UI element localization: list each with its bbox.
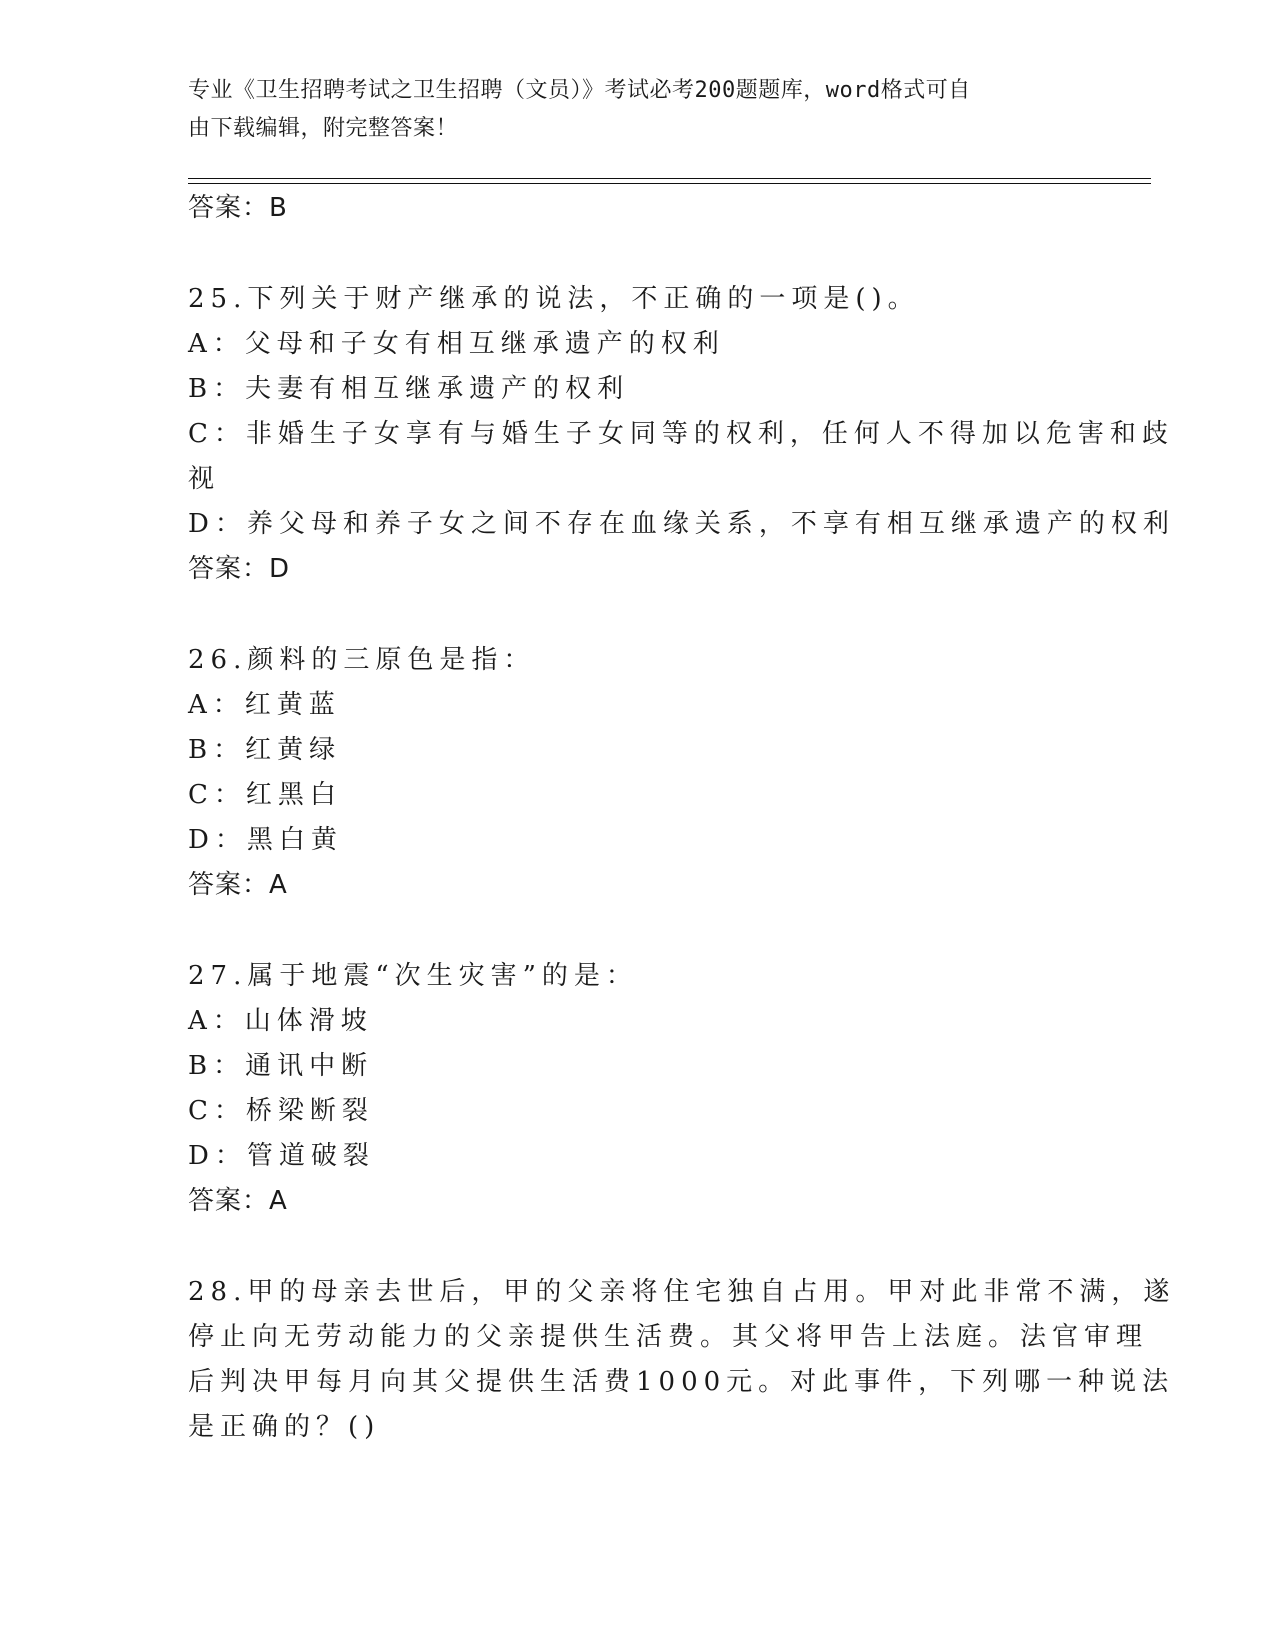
option-b: B：夫妻有相互继承遗产的权利 <box>188 374 630 404</box>
header-rule-bottom <box>188 183 1151 184</box>
option-a: A：红黄蓝 <box>188 690 341 720</box>
option-b: B：通讯中断 <box>188 1051 374 1081</box>
question-27 <box>188 954 1088 1224</box>
question-26 <box>188 638 1088 908</box>
option-b: B：红黄绿 <box>188 735 342 765</box>
question-stem-line-2: 停止向无劳动能力的父亲提供生活费。其父将甲告上法庭。法官审理 <box>188 1322 1149 1352</box>
question-stem-line-3: 后判决甲每月向其父提供生活费1000元。对此事件，下列哪一种说法 <box>188 1367 1175 1397</box>
header-line-2: 由下载编辑，附完整答案！ <box>188 116 459 141</box>
option-c-continued: 视 <box>188 464 221 494</box>
spacer <box>188 908 1088 954</box>
option-c: C：桥梁断裂 <box>188 1096 374 1126</box>
answer: 答案：A <box>188 870 288 900</box>
option-d: D：管道破裂 <box>188 1141 375 1171</box>
answer-previous: 答案：B <box>188 193 288 223</box>
spacer <box>188 1224 1088 1270</box>
document-header <box>188 72 1068 148</box>
option-a: A：山体滑坡 <box>188 1006 373 1036</box>
header-line-1: 专业《卫生招聘考试之卫生招聘（文员）》考试必考200题题库，word格式可自 <box>188 78 971 103</box>
question-25 <box>188 277 1175 592</box>
question-28 <box>188 1270 1176 1450</box>
question-stem: 27.属于地震“次生灾害”的是： <box>188 961 638 991</box>
option-c: C：红黑白 <box>188 780 342 810</box>
option-a: A：父母和子女有相互继承遗产的权利 <box>188 329 725 359</box>
spacer <box>188 231 1088 277</box>
question-stem: 26.颜料的三原色是指： <box>188 645 536 675</box>
question-stem-line-1: 28.甲的母亲去世后，甲的父亲将住宅独自占用。甲对此非常不满，遂 <box>188 1277 1176 1307</box>
header-rule-top <box>188 178 1151 179</box>
question-stem: 25.下列关于财产继承的说法，不正确的一项是()。 <box>188 284 920 314</box>
spacer <box>188 592 1088 638</box>
option-d: D：养父母和养子女之间不存在血缘关系，不享有相互继承遗产的权利 <box>188 509 1175 539</box>
option-d: D：黑白黄 <box>188 825 343 855</box>
option-c: C：非婚生子女享有与婚生子女同等的权利，任何人不得加以危害和歧 <box>188 419 1174 449</box>
document-body <box>188 186 1176 1450</box>
answer: 答案：D <box>188 554 291 584</box>
answer: 答案：A <box>188 1186 288 1216</box>
question-stem-line-4: 是正确的？() <box>188 1412 381 1442</box>
